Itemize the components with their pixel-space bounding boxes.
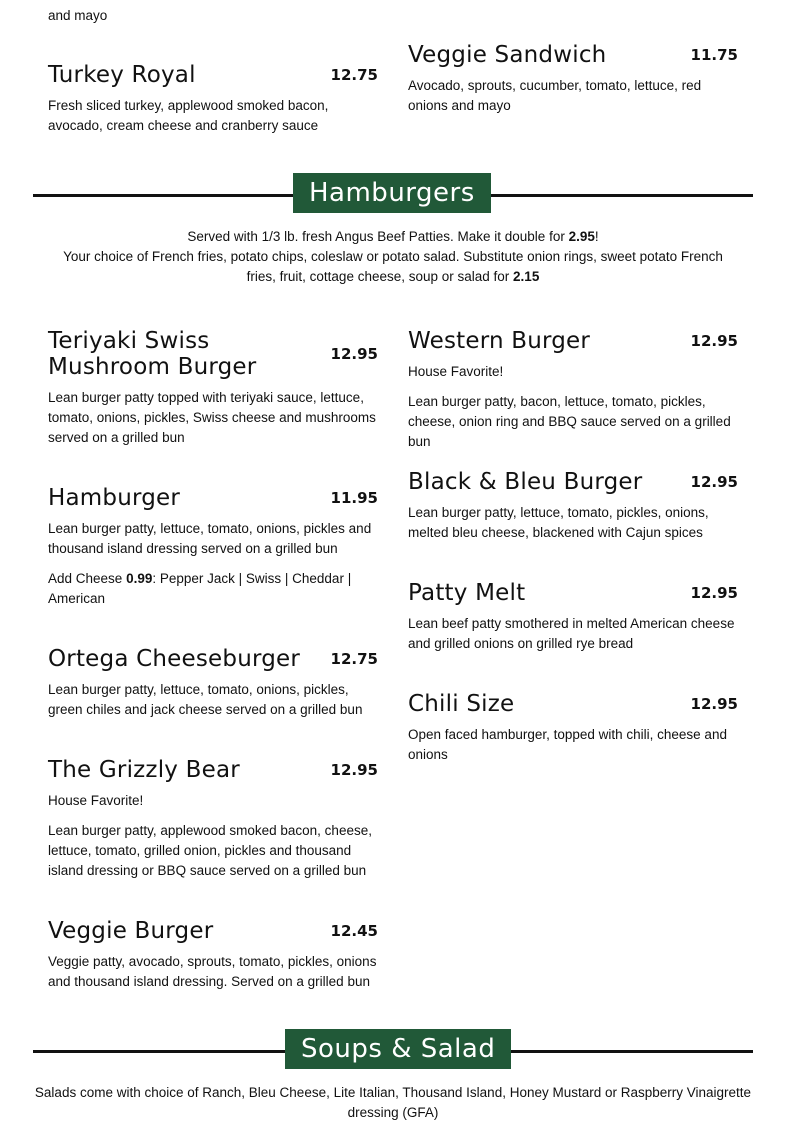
item-description: Lean burger patty, lettuce, tomato, onions, pickles, green chiles and jack cheese served on a grilled bun (48, 682, 363, 717)
soups-intro: Salads come with choice of Ranch, Bleu Cheese, Lite Italian, Thousand Island, Honey Mustard or Raspberry Vinaigrette dressing (GFA) (34, 1085, 752, 1120)
item-description: Lean burger patty, lettuce, tomato, onions, pickles and thousand island dressing served on a grilled bun (48, 521, 372, 556)
item-price: 12.95 (330, 761, 378, 779)
item-name: Patty Melt (408, 580, 526, 606)
item-price: 12.95 (330, 345, 378, 363)
item-price: 12.95 (690, 473, 738, 491)
item-description: Open faced hamburger, topped with chili, cheese and onions (408, 727, 727, 762)
item-name: Veggie Sandwich (408, 42, 607, 68)
item-addon: Add Cheese 0.99: Pepper Jack | Swiss | Cheddar | American (48, 571, 352, 606)
menu-item-black-bleu-burger (408, 469, 738, 543)
item-price: 11.75 (690, 46, 738, 64)
item-description: Veggie patty, avocado, sprouts, tomato, pickles, onions and thousand island dressing. Served on a grilled bun (48, 954, 377, 989)
item-description: Lean burger patty, lettuce, tomato, pickles, onions, melted bleu cheese, blackened with Cajun spices (408, 505, 709, 540)
item-name: Chili Size (408, 691, 515, 717)
item-name: The Grizzly Bear (48, 757, 240, 783)
item-description: Lean burger patty, applewood smoked bacon, cheese, lettuce, tomato, grilled onion, pickles and thousand island dressing or BBQ sauce served on a grilled bun (48, 823, 372, 878)
substitute-price: 2.15 (513, 269, 540, 284)
section-title-hamburgers: Hamburgers (293, 173, 491, 213)
item-price: 12.95 (690, 695, 738, 713)
item-price: 12.75 (330, 66, 378, 84)
item-name: Black & Bleu Burger (408, 469, 643, 495)
item-price: 12.75 (330, 650, 378, 668)
menu-item-patty-melt (408, 580, 738, 654)
item-note: House Favorite! (408, 364, 504, 379)
menu-item-western-burger (408, 328, 738, 452)
item-name: Ortega Cheeseburger (48, 646, 301, 672)
item-price: 12.95 (690, 332, 738, 350)
item-description: Fresh sliced turkey, applewood smoked bacon, avocado, cream cheese and cranberry sauce (48, 98, 329, 133)
item-price: 11.95 (330, 489, 378, 507)
item-name: Teriyaki Swiss Mushroom Burger (48, 328, 257, 380)
item-description: Lean burger patty, bacon, lettuce, tomato, pickles, cheese, onion ring and BBQ sauce served on a grilled bun (408, 394, 731, 449)
hamburgers-intro-sides: Your choice of French fries, potato chips, coleslaw or potato salad. Substitute onion rings, sweet potato French fries, fruit, cottage cheese, soup or salad for 2.15 (63, 249, 723, 284)
hamburgers-intro-line: Served with 1/3 lb. fresh Angus Beef Patties. Make it double for 2.95! (187, 229, 599, 244)
menu-item-veggie-burger (48, 918, 378, 992)
menu-item-chili-size (408, 691, 738, 765)
previous-item-fragment: and mayo (48, 8, 108, 23)
menu-item-veggie-sandwich (408, 42, 738, 116)
item-description: Lean beef patty smothered in melted American cheese and grilled onions on grilled rye bread (408, 616, 735, 651)
item-price: 12.95 (690, 584, 738, 602)
menu-item-teriyaki-swiss-mushroom-burger (48, 328, 378, 448)
menu-item-turkey-royal (48, 62, 378, 136)
item-description: Avocado, sprouts, cucumber, tomato, lettuce, red onions and mayo (408, 78, 702, 113)
item-price: 12.45 (330, 922, 378, 940)
section-title-soups-salad: Soups & Salad (285, 1029, 511, 1069)
menu-item-ortega-cheeseburger (48, 646, 378, 720)
menu-item-hamburger (48, 485, 378, 609)
item-description: Lean burger patty topped with teriyaki sauce, lettuce, tomato, onions, pickles, Swiss cheese and mushrooms served on a grilled bun (48, 390, 376, 445)
item-name: Veggie Burger (48, 918, 214, 944)
menu-item-grizzly-bear (48, 757, 378, 881)
item-name: Western Burger (408, 328, 591, 354)
item-name: Turkey Royal (48, 62, 196, 88)
hamburgers-intro (33, 227, 753, 287)
double-price: 2.95 (568, 229, 595, 244)
item-note: House Favorite! (48, 793, 144, 808)
addon-price: 0.99 (126, 571, 153, 586)
item-name: Hamburger (48, 485, 181, 511)
